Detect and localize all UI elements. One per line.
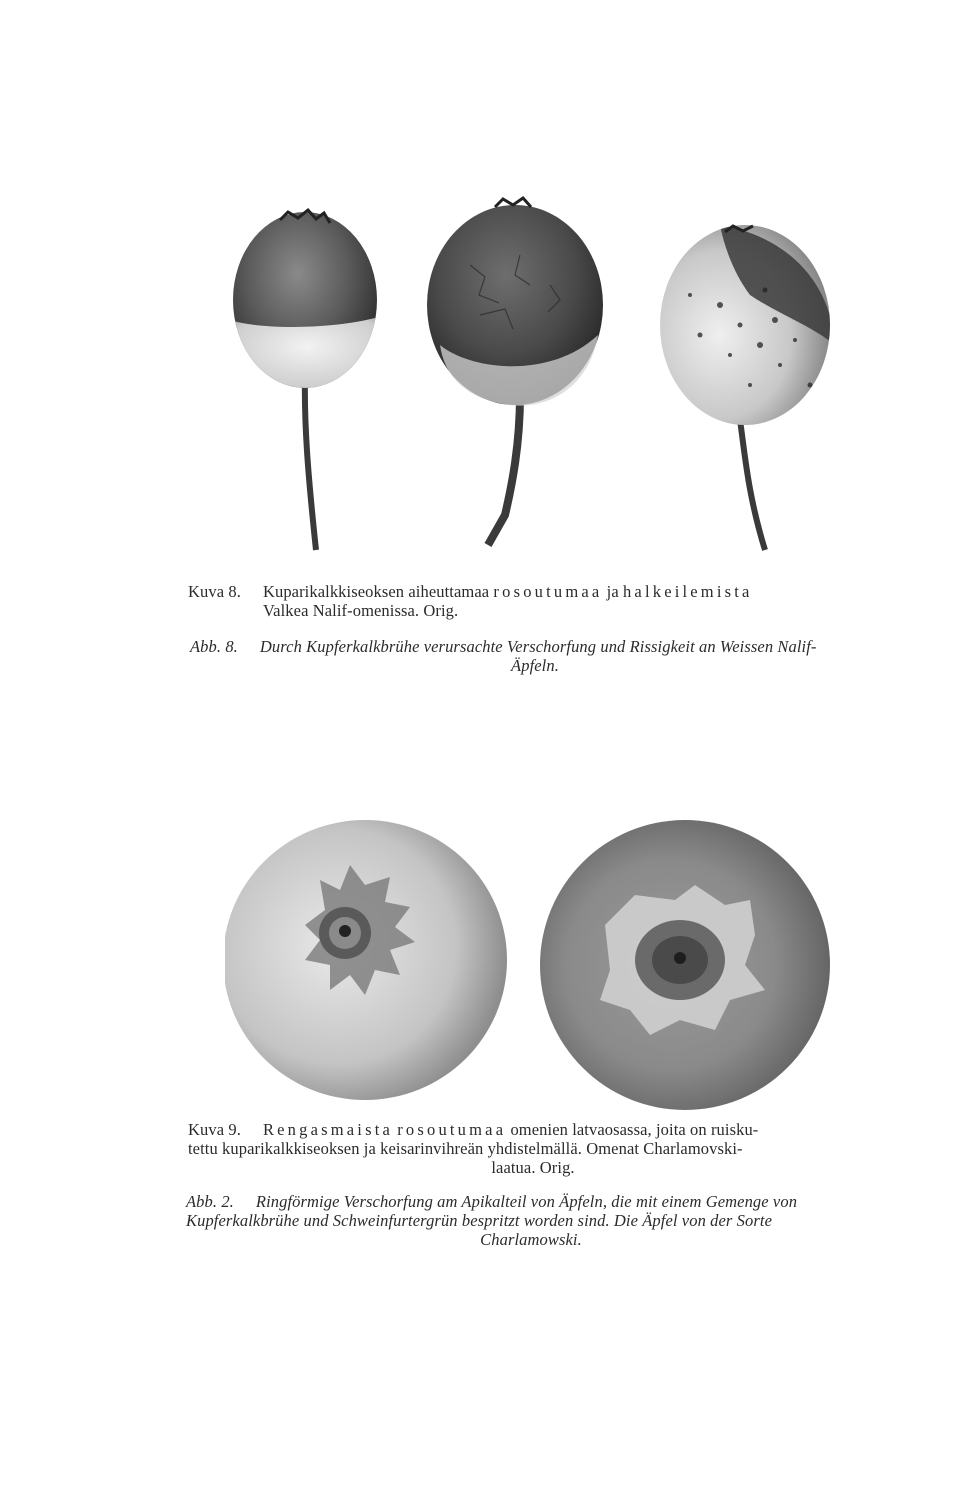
caption-line: Charlamowski. (480, 1230, 582, 1249)
apple-1 (230, 210, 385, 550)
caption-line: Kupferkalkbrühe und Schweinfurtergrün bespritzt worden sind. Die Äpfel von der Sorte (186, 1211, 772, 1230)
caption-text: ja (606, 582, 619, 601)
figure-9-caption-de (186, 1192, 876, 1249)
apple-2 (427, 198, 603, 545)
caption-text: Kuparikalkkiseoksen aiheuttamaa (262, 582, 490, 601)
caption-emphasis: halkeilemista (622, 582, 753, 601)
figure-9-label-fi: Kuva 9. (188, 1120, 241, 1139)
caption-line: laatua. Orig. (491, 1158, 575, 1177)
figure-9-caption-fi (188, 1120, 878, 1177)
figure-8-photo (220, 195, 860, 565)
caption-line: Durch Kupferkalkbrühe verursachte Verschorfung und Rissigkeit an Weissen Nalif- (259, 637, 817, 656)
figure-9-label-de: Abb. 2. (186, 1192, 234, 1211)
apple-3 (660, 225, 835, 550)
caption-line: Ringförmige Verschorfung am Apikalteil von Äpfeln, die mit einem Gemenge von (255, 1192, 798, 1211)
caption-line: Valkea Nalif-omenissa. Orig. (263, 601, 459, 620)
caption-emphasis: rosoutumaa (493, 582, 603, 601)
apple-top-2 (540, 820, 830, 1110)
caption-emphasis: Rengasmaista (262, 1120, 393, 1139)
apple-top-1 (225, 820, 507, 1100)
figure-9-photo (225, 815, 845, 1115)
figure-8-caption-fi (188, 582, 878, 620)
figure-8-label-fi: Kuva 8. (188, 582, 241, 601)
figure-8-caption-de (190, 637, 880, 675)
caption-line: tettu kuparikalkkiseoksen ja keisarinvihreän yhdistelmällä. Omenat Charlamovski- (188, 1139, 743, 1158)
caption-line: Äpfeln. (511, 656, 559, 675)
figure-8-label-de: Abb. 8. (190, 637, 238, 656)
caption-emphasis: rosoutumaa (397, 1120, 507, 1139)
caption-text: omenien latvaosassa, joita on ruisku- (510, 1120, 759, 1139)
